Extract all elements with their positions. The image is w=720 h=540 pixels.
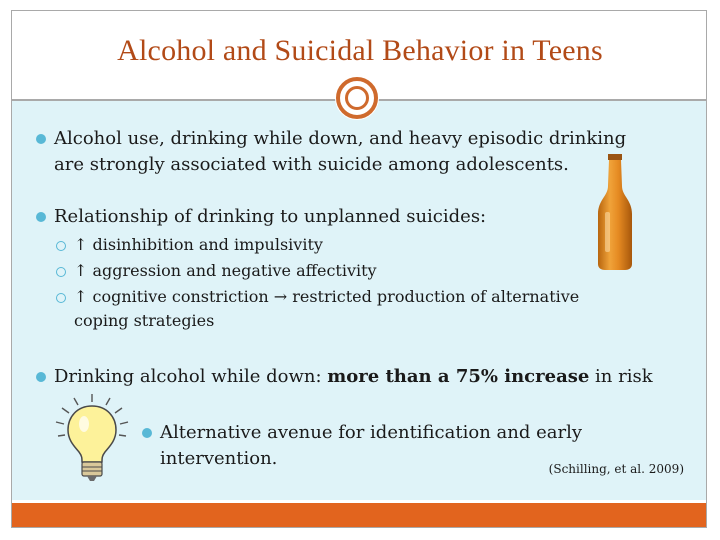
citation: (Schilling, et al. 2009) [548, 462, 684, 476]
subbullet-marker-2 [56, 267, 66, 277]
bullet-3-prefix: Drinking alcohol while down: [54, 366, 328, 387]
bullet-3-suffix: in risk [589, 366, 653, 387]
subbullet-3-text: ↑ cognitive constriction → restricted production of alternative coping strategies [74, 287, 580, 330]
bullet-1 [36, 126, 656, 178]
subbullet-2-text: ↑ aggression and negative affectivity [74, 261, 377, 280]
bullet-dot-1 [36, 134, 46, 144]
subbullet-marker-3 [56, 293, 66, 303]
bullet-3 [36, 364, 676, 390]
light-bulb-icon [52, 392, 132, 482]
subbullet-3 [56, 285, 636, 333]
bullet-3-text [36, 364, 676, 390]
bullet-dot-2 [36, 212, 46, 222]
footer-accent-bar [12, 503, 706, 527]
bullet-2-text: Relationship of drinking to unplanned suicides: [54, 206, 487, 227]
beer-bottle-icon [594, 152, 636, 272]
subbullet-marker-1 [56, 241, 66, 251]
subbullet-2 [56, 259, 616, 283]
subbullet-1-text: ↑ disinhibition and impulsivity [74, 235, 323, 254]
bullet-4-text: Alternative avenue for identification and early intervention. [160, 422, 582, 469]
slide-title: Alcohol and Suicidal Behavior in Teens [117, 34, 603, 67]
bullet-1-text: Alcohol use, drinking while down, and heavy episodic drinking are strongly associated with suicide among adolescents. [54, 128, 627, 175]
subbullet-1 [56, 233, 616, 257]
bullet-2 [36, 204, 636, 230]
bullet-dot-3 [36, 372, 46, 382]
bullet-dot-4 [142, 428, 152, 438]
bullet-3-emphasis: more than a 75% increase [327, 366, 590, 387]
ring-ornament-icon [336, 77, 378, 119]
